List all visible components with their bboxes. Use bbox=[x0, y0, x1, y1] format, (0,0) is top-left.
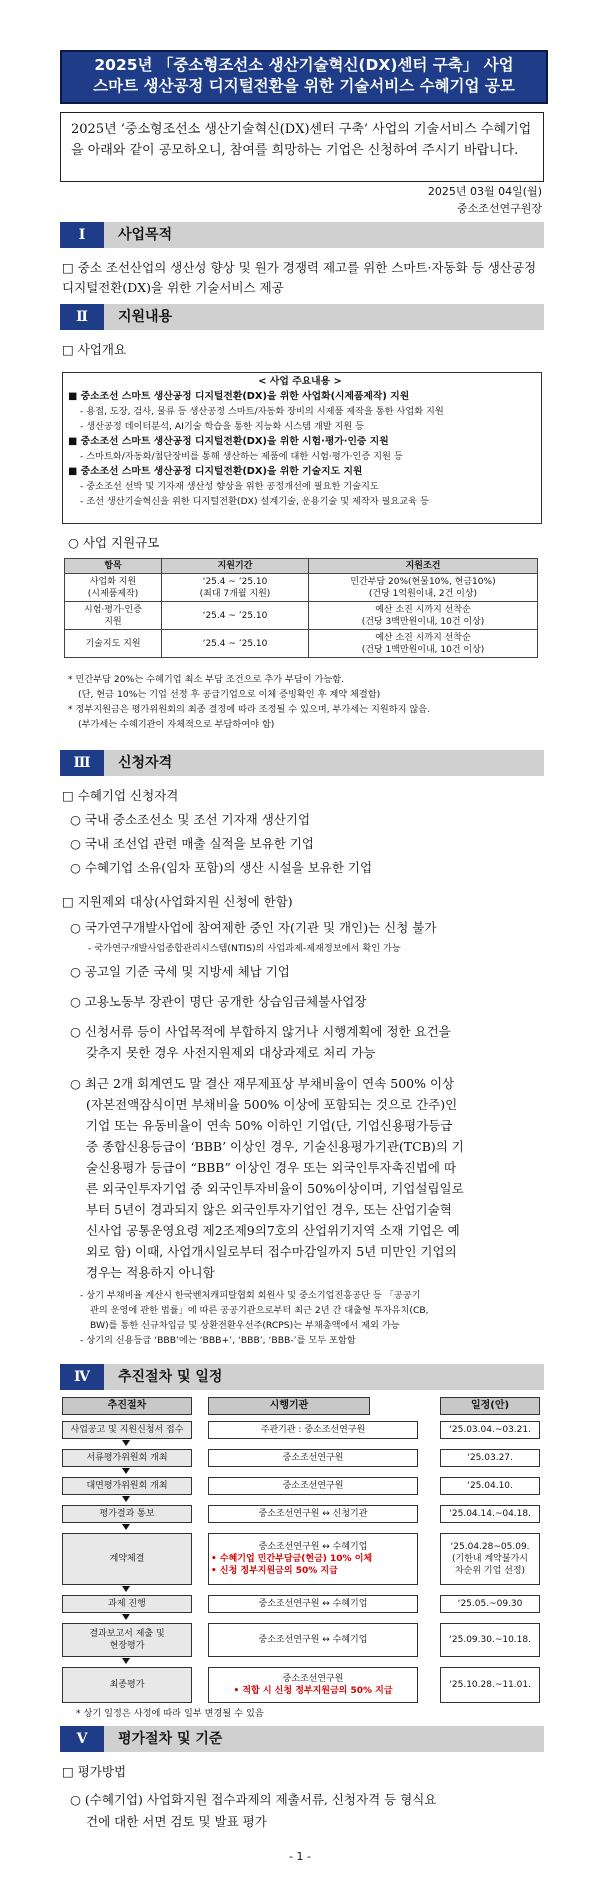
flow-step: 대면평가위원회 개최 bbox=[62, 1477, 192, 1495]
debt-note: - 상기 부채비율 계산시 한국벤처캐피탈협회 회원사 및 중소기업진흥공단 등 「공공기 bbox=[80, 1290, 421, 1301]
method-item-cont: 건에 대한 서면 검토 및 발표 평가 bbox=[86, 1814, 267, 1829]
flow-step: 최종평가 bbox=[62, 1667, 192, 1703]
flow-step: 서류평가위원회 개최 bbox=[62, 1449, 192, 1467]
content-subitem: - 중소조선 선박 및 기자재 생산성 향상을 위한 공정개선에 필요한 기술지도 bbox=[80, 481, 379, 492]
down-arrow-icon bbox=[122, 1658, 130, 1664]
eligibility-item: ○ 수혜기업 소유(임차 포함)의 생산 시설을 보유한 기업 bbox=[70, 860, 373, 875]
flow-agency: 중소조선연구원 bbox=[208, 1477, 418, 1495]
content-subitem: - 용접, 도장, 검사, 물류 등 생산공정 스마트/자동화 장비의 시제품 제작을 통한 사업화 지원 bbox=[80, 406, 444, 417]
flow-agency: 주관기관 : 중소조선연구원 bbox=[208, 1421, 418, 1439]
flow-agency: 중소조선연구원 bbox=[208, 1449, 418, 1467]
title-line-1: 2025년 「중소형조선소 생산기술혁신(DX)센터 구축」 사업 bbox=[94, 56, 514, 74]
flow-date: ‘25.05.~09.30 bbox=[440, 1595, 540, 1613]
eligibility-item: ○ 국내 조선업 관련 매출 실적을 보유한 기업 bbox=[70, 836, 314, 851]
flow-date: ‘25.03.27. bbox=[440, 1449, 540, 1467]
exclusion-item: ○ 신청서류 등이 사업목적에 부합하지 않거나 시행계획에 정한 요건을 bbox=[70, 1024, 451, 1039]
schedule-note: * 상기 일정은 사정에 따라 일부 변경될 수 있음 bbox=[76, 1708, 264, 1719]
content-item: ■ 중소조선 스마트 생산공정 디지털전환(DX)을 위한 사업화(시제품제작) 지원 bbox=[68, 391, 410, 402]
debt-note: 관의 운영에 관한 법률」에 따른 공공기관으로부터 최근 2년 간 대출형 투자유치(CB, bbox=[90, 1305, 429, 1316]
issuer: 중소조선연구원장 bbox=[456, 202, 542, 215]
method-heading: □ 평가방법 bbox=[62, 1764, 127, 1779]
section-5-header bbox=[60, 1726, 544, 1752]
exclusion-item: ○ 공고일 기준 국세 및 지방세 체납 기업 bbox=[70, 964, 290, 979]
table-header: 지원조건 bbox=[309, 559, 538, 574]
section-number: Ⅱ bbox=[60, 304, 104, 330]
flow-step: 과제 진행 bbox=[62, 1595, 192, 1613]
content-item: ■ 중소조선 스마트 생산공정 디지털전환(DX)을 위한 시험·평가·인증 지원 bbox=[68, 436, 389, 447]
note: * 민간부담 20%는 수혜기업 최소 부담 조건으로 추가 부담이 가능함. bbox=[68, 674, 345, 685]
overview-heading: □ 사업개요 bbox=[62, 342, 127, 357]
section-3-header bbox=[60, 750, 544, 776]
down-arrow-icon bbox=[122, 1524, 130, 1530]
exclusion-note: - 국가연구개발사업종합관리시스템(NTIS)의 사업과제-제재정보에서 확인 가능 bbox=[88, 943, 401, 954]
debt-note: - 상기의 신용등급 ‘BBB’에는 ‘BBB+’, ‘BBB’, ‘BBB-’를 모두 포함함 bbox=[80, 1335, 356, 1346]
table-header: 항목 bbox=[65, 559, 162, 574]
table-row: 시험·평가·인증 지원 ‘25.4 ~ ’25.10 예산 소진 시까지 선착순 (건당 3백만원이내, 10건 이상) bbox=[65, 602, 538, 630]
down-arrow-icon bbox=[122, 1440, 130, 1446]
announcement-date: 2025년 03월 04일(월) bbox=[427, 185, 542, 198]
section-number: Ⅲ bbox=[60, 750, 104, 776]
intro-text: 2025년 ‘중소형조선소 생산기술혁신(DX)센터 구축’ 사업의 기술서비스 수혜기업을 아래와 같이 공모하오니, 참여를 희망하는 기업은 신청하여 주시기 바랍니다. bbox=[71, 122, 532, 158]
table-row: 기술지도 지원 ‘25.4 ~ ’25.10 예산 소진 시까지 선착순 (건당 1백만원이내, 10건 이상) bbox=[65, 630, 538, 658]
flow-header: 추진절차 bbox=[62, 1397, 192, 1415]
note: * 정부지원금은 평가위원회의 최종 결정에 따라 조정될 수 있으며, 부가세는 지원하지 않음. bbox=[68, 704, 431, 715]
section-title: 신청자격 bbox=[118, 755, 173, 771]
table-row: 사업화 지원 (시제품제작) ‘25.4 ~ ’25.10 (최대 7개월 지원) 민간부담 20%(현물10%, 현금10%) (건당 1억원이내, 2건 이상) bbox=[65, 574, 538, 602]
exclusion-item: ○ 고용노동부 장관이 명단 공개한 상습임금체불사업장 bbox=[70, 994, 367, 1009]
note: (부가세는 수혜기관이 자체적으로 부담하여야 함) bbox=[78, 719, 275, 730]
flow-agency: 중소조선연구원 ↔ 신청기관 bbox=[208, 1505, 418, 1523]
flow-date: ‘25.04.14.~04.18. bbox=[440, 1505, 540, 1523]
section-number: Ⅳ bbox=[60, 1364, 104, 1390]
intro-box bbox=[60, 112, 544, 182]
flow-header: 시행기관 bbox=[208, 1397, 370, 1415]
flow-date: ‘25.04.10. bbox=[440, 1477, 540, 1495]
section-title: 사업목적 bbox=[118, 227, 173, 243]
section-title: 지원내용 bbox=[118, 309, 173, 325]
scale-heading: ○ 사업 지원규모 bbox=[68, 535, 160, 550]
title-banner bbox=[60, 50, 548, 104]
section-2-header bbox=[60, 304, 544, 330]
title-line-2: 스마트 생산공정 디지털전환을 위한 기술서비스 수혜기업 공모 bbox=[93, 77, 515, 95]
down-arrow-icon bbox=[122, 1468, 130, 1474]
exclusion-heading: □ 지원제외 대상(사업화지원 신청에 한함) bbox=[62, 894, 293, 909]
flow-agency: 중소조선연구원 • 적합 시 신청 정부지원금의 50% 지급 bbox=[208, 1667, 418, 1703]
flow-step: 사업공고 및 지원신청서 접수 bbox=[62, 1421, 192, 1439]
section-4-header bbox=[60, 1364, 544, 1390]
debt-note: BW)를 통한 신규차입금 및 상환전환우선주(RCPS)는 부채총액에서 제외 가능 bbox=[90, 1320, 400, 1331]
flow-step: 계약체결 bbox=[62, 1533, 192, 1585]
section-title: 평가절차 및 기준 bbox=[118, 1731, 223, 1747]
flow-date: ‘25.10.28.~11.01. bbox=[440, 1667, 540, 1703]
section-title: 추진절차 및 일정 bbox=[118, 1369, 223, 1385]
flow-date: ‘25.09.30.~10.18. bbox=[440, 1623, 540, 1657]
eligibility-item: ○ 국내 중소조선소 및 조선 기자재 생산기업 bbox=[70, 812, 311, 827]
note: (단, 현금 10%는 기업 선정 후 공급기업으로 이체 증빙확인 후 계약 체결함) bbox=[78, 689, 381, 700]
content-subitem: - 스마트화/자동화/첨단장비를 통해 생산하는 제품에 대한 시험·평가·인증 지원 등 bbox=[80, 451, 403, 462]
purpose-text: □ 중소 조선산업의 생산성 향상 및 원가 경쟁력 제고를 위한 스마트·자동화 등 생산공정 디지털전환(DX)을 위한 기술서비스 제공 bbox=[62, 260, 537, 295]
eligibility-heading: □ 수혜기업 신청자격 bbox=[62, 788, 179, 803]
content-item: ■ 중소조선 스마트 생산공정 디지털전환(DX)을 위한 기술지도 지원 bbox=[68, 466, 363, 477]
exclusion-item-cont: 갖추지 못한 경우 사전지원제외 대상과제로 처리 가능 bbox=[86, 1045, 376, 1060]
down-arrow-icon bbox=[122, 1614, 130, 1620]
section-number: Ⅰ bbox=[60, 222, 104, 248]
flow-date: ‘25.03.04.~03.21. bbox=[440, 1421, 540, 1439]
table-header: 지원기간 bbox=[162, 559, 309, 574]
page-number: - 1 - bbox=[289, 1850, 311, 1863]
flow-agency: 중소조선연구원 ↔ 수혜기업 bbox=[208, 1623, 418, 1657]
exclusion-item: ○ 국가연구개발사업에 참여제한 중인 자(기관 및 개인)는 신청 불가 bbox=[70, 920, 437, 935]
flow-step: 평가결과 통보 bbox=[62, 1505, 192, 1523]
content-subitem: - 생산공정 데이터분석, AI기술 학습을 통한 지능화 시스템 개발 지원 등 bbox=[80, 421, 365, 432]
support-table bbox=[64, 558, 538, 658]
section-number: Ⅴ bbox=[60, 1726, 104, 1752]
content-subitem: - 조선 생산기술혁신을 위한 디지털전환(DX) 설계기술, 운용기술 및 제작자 필요교육 등 bbox=[80, 496, 429, 507]
flow-header: 일정(안) bbox=[440, 1397, 540, 1415]
method-item: ○ (수혜기업) 사업화지원 접수과제의 제출서류, 신청자격 등 형식요 bbox=[70, 1792, 437, 1807]
flow-date: ‘25.04.28~05.09. (기한내 계약불가시 차순위 기업 선정) bbox=[440, 1533, 540, 1585]
flow-agency: 중소조선연구원 ↔ 수혜기업 • 수혜기업 민간부담금(현금) 10% 이체 • 신청 정부지원금의 50% 지급 bbox=[208, 1533, 418, 1585]
box-title: < 사업 주요내용 > bbox=[258, 376, 342, 387]
flow-agency: 중소조선연구원 ↔ 수혜기업 bbox=[208, 1595, 418, 1613]
section-1-header bbox=[60, 222, 544, 248]
flow-step: 결과보고서 제출 및 현장평가 bbox=[62, 1623, 192, 1657]
down-arrow-icon bbox=[122, 1496, 130, 1502]
document-page: 2025년 「중소형조선소 생산기술혁신(DX)센터 구축」 사업 스마트 생산공정 디지털전환을 위한 기술서비스 수혜기업 공모 2025년 ‘중소형조선소 생산기술혁신(DX)센터 구축’ 사업의 기술서비스 수혜기업을 아래와 같이 공모하오니, 참여를 희망하는 기업은 신청하여 주시기 바랍니다. 2025년 03월 04일(월) 중소조선연구원장 Ⅰ 사업목적 □ 중소 조선산업의 생산성 향상 및 원가 경쟁력 제고를 위한 스마트·자동화 등 생산공정 디지털전환(DX)을 위한 기술서비스 제공 Ⅱ 지원내용 □ 사업개요 < 사업 주요내용 > ■ 중소조선 스마트 생산공정 디지털전환(DX)을 위한 사업화(시제품제작) 지원 - 용접, 도장, 검사, 물류 등 생산공정 스마트/자동화 장비의 시제품 제작을 통한 사업화 지원 - 생산공정 데이터분석, AI기술 학습을 통한 지능화 시스템 개발 지원 등 ■ 중소조선 스마트 생산공정 디지털전환(DX)을 위한 시험·평가·인증 지원 - 스마트화/자동화/첨단장비를 통해 생산하는 제품에 대한 시험·평가·인증 지원 등 ■ 중소조선 스마트 생산공정 디지털전환(DX)을 위한 기술지도 지원 - 중소조선 선박 및 기자재 생산성 향상을 위한 공정개선에 필요한 기술지도 - 조선 생산기술혁신을 위한 디지털전환(DX) 설계기술, 운용기술 및 제작자 필요교육 등 ○ 사업 지원규모 항목 지원기간 지원조건 사업화 지원 (시제품제작) ‘25.4 ~ ’25.10 (최대 7개월 지원) 민간부담 20%(현물10%, 현금10%) (건당 1억원이내, 2건 이상) 시험·평가·인증 지원 ‘25.4 ~ ’25.10 예산 소진 시까지 선착순 (건당 3백만원이내, 10건 이상) 기술지도 지원 ‘25.4 ~ ’25.10 예산 소진 시까지 선착순 (건당 1백만원이내, 10건 이상) * 민간부담 20%는 수혜기업 최소 부담 조건으로 추가 부담이 가능함. (단, 현금 10%는 기업 선정 후 공급기업으로 이체 증빙확인 후 계약 체결함) * 정부지원금은 평가위원회의 최종 결정에 따라 조정될 수 있으며, 부가세는 지원하지 않음. (부가세는 수혜기관이 자체적으로 부담하여야 함) Ⅲ 신청자격 □ 수혜기업 신청자격 ○ 국내 중소조선소 및 조선 기자재 생산기업 ○ 국내 조선업 관련 매출 실적을 보유한 기업 ○ 수혜기업 소유(임차 포함)의 생산 시설을 보유한 기업 □ 지원제외 대상(사업화지원 신청에 한함) ○ 국가연구개발사업에 참여제한 중인 자(기관 및 개인)는 신청 불가 - 국가연구개발사업종합관리시스템(NTIS)의 사업과제-제재정보에서 확인 가능 ○ 공고일 기준 국세 및 지방세 체납 기업 ○ 고용노동부 장관이 명단 공개한 상습임금체불사업장 ○ 신청서류 등이 사업목적에 부합하지 않거나 시행계획에 정한 요건을 갖추지 못한 경우 사전지원제외 대상과제로 처리 가능 ○ 최근 2개 회계연도 말 결산 재무제표상 부채비율이 연속 500% 이상 (자본전액잠식이면 부채비율 500% 이상에 포함되는 것으로 간주)인 기업 또는 유동비율이 연속 50% 이하인 기업(단, 기업신용평가등급 중 종합신용등급이 ‘BBB’ 이상인 경우, 기술신용평가기관(TCB)의 기 술신용평가 등급이 “BBB” 이상인 경우 또는 외국인투자촉진법에 따 른 외국인투자기업 중 외국인투자비율이 50%이상이며, 기업설립일로 부터 5년이 경과되지 않은 외국인투자기업인 경우, 또는 산업기술혁 신사업 공통운영요령 제2조제9의7호의 산업위기지역 소재 기업은 예 외로 함) 이때, 사업개시일로부터 접수마감일까지 5년 미만인 기업의 경우는 적용하지 아니함 - 상기 부채비율 계산시 한국벤처캐피탈협회 회원사 및 중소기업진흥공단 등 「공공기 관의 운영에 관한 법률」에 따른 공공기관으로부터 최근 2년 간 대출형 투자유치(CB, BW)를 통한 신규차입금 및 상환전환우선주(RCPS)는 부채총액에서 제외 가능 - 상기의 신용등급 ‘BBB’에는 ‘BBB+’, ‘BBB’, ‘BBB-’를 모두 포함함 Ⅳ 추진절차 및 일정 추진절차 시행기관 일정(안) 사업공고 및 지원신청서 접수 주관기관 : 중소조선연구원 ‘25.03.04.~03.21. 서류평가위원회 개최 중소조선연구원 ‘25.03.27. 대면평가위원회 개최 중소조선연구원 ‘25.04.10. 평가결과 통보 중소조선연구원 ↔ 신청기관 ‘25.04.14.~04.18. 계약체결 중소조선연구원 ↔ 수혜기업 • 수혜기업 민간부담금(현금) 10% 이체 • 신청 정부지원금의 50% 지급 ‘25.04.28~05.09. (기한내 계약불가시 차순위 기업 선정) 과제 진행 중소조선연구원 ↔ 수혜기업 ‘25.05.~09.30 결과보고서 제출 및 현장평가 중소조선연구원 ↔ 수혜기업 ‘25.09.30.~10.18. 최종평가 중소조선연구원 • 적합 시 신청 정부지원금의 50% 지급 ‘25.10.28.~11.01. * 상기 일정은 사정에 따라 일부 변경될 수 있음 Ⅴ 평가절차 및 기준 □ 평가방법 ○ (수혜기업) 사업화지원 접수과제의 제출서류, 신청자격 등 형식요 건에 대한 서면 검토 및 발표 평가 - 1 - bbox=[0, 0, 600, 1900]
down-arrow-icon bbox=[122, 1586, 130, 1592]
